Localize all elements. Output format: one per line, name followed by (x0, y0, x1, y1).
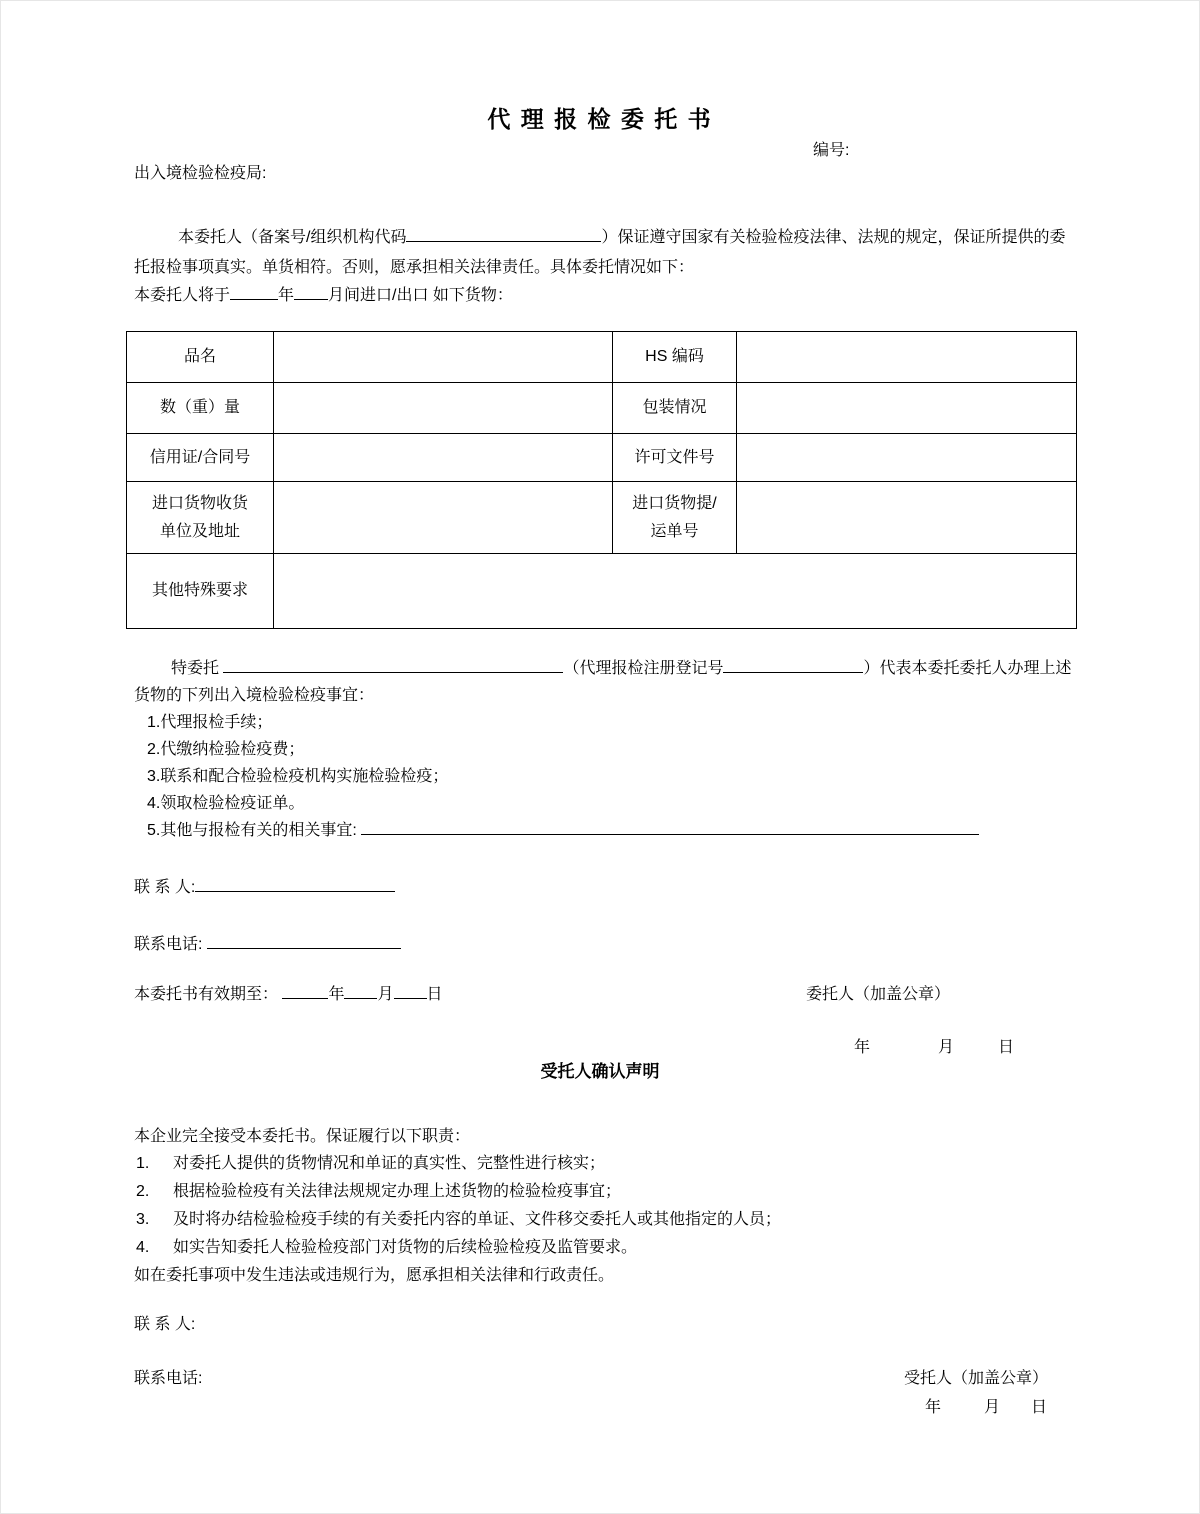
credit-contract-label: 信用证/合同号 (149, 448, 251, 466)
validity-day-blank (394, 984, 427, 999)
trustee-date-year: 年 (925, 1399, 942, 1416)
bill-number-value-cell (737, 482, 1077, 554)
validity-year-blank (282, 984, 328, 999)
packing-value-cell (737, 383, 1077, 434)
document-title: 代 理 报 检 委 托 书 (487, 106, 713, 132)
hs-code-label-cell (613, 332, 737, 383)
serial-number-label: 编号: (813, 142, 850, 159)
trustee-phone-label: 联系电话: (134, 1370, 203, 1387)
client-contact-label: 联 系 人: (134, 879, 196, 896)
intro-line-3-pre: 本委托人将于 (134, 287, 231, 304)
goods-name-label-cell (127, 332, 274, 383)
bill-number-label-cell (613, 482, 737, 554)
license-label: 许可文件号 (634, 448, 715, 466)
other-requirements-label-cell (127, 554, 274, 629)
trustee-date-day: 日 (1031, 1399, 1048, 1416)
consignee-value-cell (274, 482, 613, 554)
consignee-label-line2: 单位及地址 (159, 522, 240, 540)
intro-line-3 (134, 285, 513, 307)
consignee-label-line1: 进口货物收货 (151, 494, 248, 512)
intro-line-2: 托报检事项真实。单货相符。否则，愿承担相关法律责任。具体委托情况如下： (134, 259, 695, 276)
validity-label: 本委托书有效期至： (134, 986, 279, 1003)
bill-number-label-line2: 运单号 (650, 522, 699, 540)
confirmation-intro: 本企业完全接受本委托书。保证履行以下职责： (134, 1128, 471, 1145)
entrust-line-1-mid: （代理报检注册登记号 (563, 660, 724, 677)
table-row (127, 383, 1077, 434)
intro-line-1 (178, 227, 1065, 249)
client-date-day: 日 (998, 1039, 1015, 1056)
entrust-item-4: 4.领取检验检疫证单。 (147, 795, 305, 812)
intro-line-1-pre: 本委托人（备案号/组织机构代码 (178, 229, 407, 246)
client-date-month: 月 (938, 1039, 955, 1056)
other-requirements-value-cell (274, 554, 1077, 629)
agent-registration-blank (723, 658, 863, 673)
month-blank (294, 285, 328, 300)
entrust-item-2: 2.代缴纳检验检疫费； (147, 741, 305, 758)
item-number: 4. (136, 1239, 150, 1256)
item-number: 3. (136, 1211, 150, 1228)
consignee-label-cell (127, 482, 274, 554)
license-label-cell (613, 434, 737, 482)
hs-code-label: HS 编码 (645, 348, 704, 365)
entrust-item-3: 3.联系和配合检验检疫机构实施检验检疫； (147, 768, 449, 785)
item-text: 如实告知委托人检验检疫部门对货物的后续检验检疫及监管要求。 (173, 1239, 638, 1256)
packing-label: 包装情况 (642, 399, 707, 416)
intro-line-3-post: 月间进口/出口 如下货物： (328, 287, 513, 304)
year-blank (230, 285, 278, 300)
trustee-contact-label: 联 系 人: (134, 1316, 196, 1333)
entrust-item-5 (147, 820, 979, 842)
client-phone-blank (207, 934, 401, 949)
validity-year-char: 年 (328, 986, 345, 1003)
validity-month-char: 月 (377, 986, 394, 1003)
item-text: 及时将办结检验检疫手续的有关委托内容的单证、文件移交委托人或其他指定的人员； (173, 1211, 782, 1228)
credit-contract-value-cell (274, 434, 613, 482)
item-number: 1. (136, 1155, 150, 1172)
goods-table (126, 331, 1077, 629)
org-code-blank (406, 227, 601, 242)
confirmation-item-1 (136, 1153, 605, 1175)
quantity-value-cell (274, 383, 613, 434)
client-phone-label: 联系电话: (134, 936, 203, 953)
license-value-cell (737, 434, 1077, 482)
trustee-seal-label: 受托人（加盖公章） (904, 1370, 1049, 1387)
client-contact-blank (195, 877, 395, 892)
hs-code-value-cell (737, 332, 1077, 383)
trustee-date-line (925, 1397, 1047, 1419)
client-seal-label: 委托人（加盖公章） (806, 986, 951, 1003)
validity-line (134, 984, 443, 1006)
table-row (127, 554, 1077, 629)
table-row (127, 482, 1077, 554)
item-text: 对委托人提供的货物情况和单证的真实性、完整性进行核实； (173, 1155, 606, 1172)
entrust-line-2: 货物的下列出入境检验检疫事宜： (134, 687, 375, 704)
confirmation-item-4 (136, 1237, 637, 1259)
table-row (127, 332, 1077, 383)
entrust-item-5-label: 5.其他与报检有关的相关事宜: (147, 822, 357, 839)
client-contact-line (134, 877, 395, 899)
other-matters-blank (361, 820, 979, 835)
entrust-item-1: 1.代理报检手续； (147, 714, 273, 731)
agent-name-blank (223, 658, 563, 673)
item-text: 根据检验检疫有关法律法规规定办理上述货物的检验检疫事宜； (173, 1183, 622, 1200)
quantity-label-cell (127, 383, 274, 434)
validity-day-char: 日 (426, 986, 443, 1003)
entrust-line-1 (171, 658, 1072, 680)
client-date-line (854, 1037, 1014, 1059)
table-row (127, 434, 1077, 482)
item-number: 2. (136, 1183, 150, 1200)
confirmation-item-3 (136, 1209, 781, 1231)
goods-name-label: 品名 (183, 348, 216, 365)
confirmation-closing: 如在委托事项中发生违法或违规行为，愿承担相关法律和行政责任。 (134, 1267, 615, 1284)
credit-contract-label-cell (127, 434, 274, 482)
addressee-line: 出入境检验检疫局: (134, 165, 267, 182)
entrust-line-1-pre: 特委托 (171, 660, 220, 677)
packing-label-cell (613, 383, 737, 434)
goods-name-value-cell (274, 332, 613, 383)
validity-month-blank (344, 984, 377, 999)
intro-line-3-year: 年 (278, 287, 295, 304)
client-phone-line (134, 934, 401, 956)
confirmation-item-2 (136, 1181, 621, 1203)
bill-number-label-line1: 进口货物提/ (632, 494, 717, 512)
other-requirements-label: 其他特殊要求 (151, 582, 248, 599)
entrust-line-1-post: ）代表本委托委托人办理上述 (863, 660, 1072, 677)
client-date-year: 年 (854, 1039, 871, 1056)
trustee-date-month: 月 (984, 1399, 1001, 1416)
intro-line-1-post: ）保证遵守国家有关检验检疫法律、法规的规定，保证所提供的委 (601, 229, 1066, 246)
confirmation-title: 受托人确认声明 (540, 1062, 660, 1081)
quantity-label: 数（重）量 (159, 399, 240, 416)
